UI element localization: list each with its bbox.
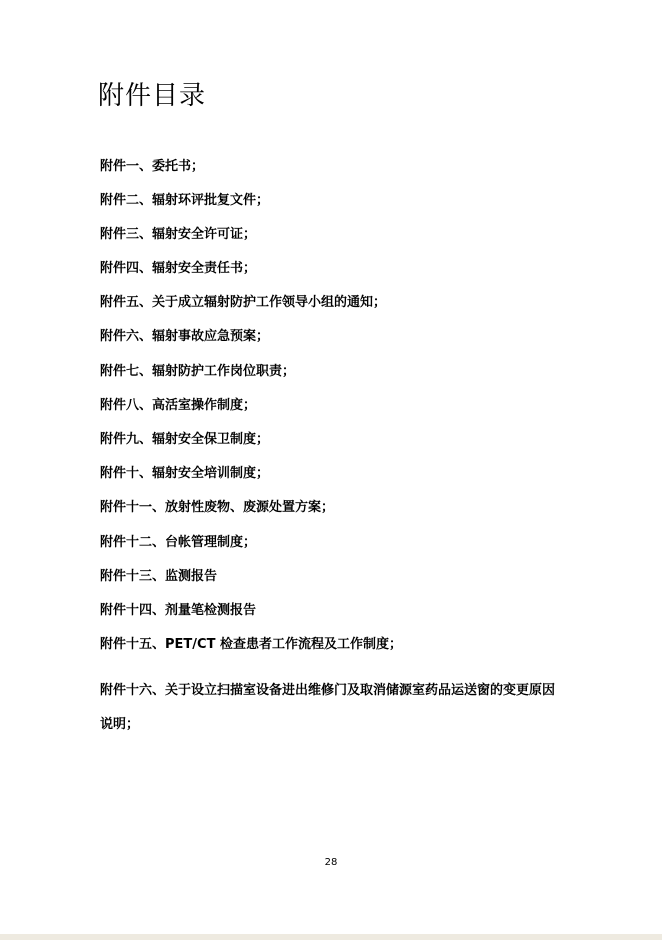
list-item: 附件十三、监测报告 — [100, 569, 218, 584]
page-number: 28 — [324, 857, 338, 868]
list-item-continuation: 说明； — [100, 717, 140, 732]
list-item: 附件七、辐射防护工作岗位职责； — [100, 364, 296, 379]
list-item: 附件九、辐射安全保卫制度； — [100, 432, 270, 447]
list-item: 附件三、辐射安全许可证； — [100, 227, 257, 242]
list-item: 附件十二、台帐管理制度； — [100, 535, 257, 550]
list-item: 附件十六、关于设立扫描室设备进出维修门及取消储源室药品运送窗的变更原因 — [100, 683, 556, 698]
list-item: 附件十、辐射安全培训制度； — [100, 466, 270, 481]
list-item: 附件十一、放射性废物、废源处置方案； — [100, 500, 335, 515]
list-item: 附件五、关于成立辐射防护工作领导小组的通知； — [100, 295, 387, 310]
list-item: 附件四、辐射安全责任书； — [100, 261, 257, 276]
list-item: 附件一、委托书； — [100, 159, 205, 174]
page-bottom-edge — [0, 934, 662, 940]
list-item: 附件十五、PET/CT 检查患者工作流程及工作制度； — [100, 637, 402, 652]
list-item: 附件十四、剂量笔检测报告 — [100, 603, 257, 618]
list-item: 附件八、高活室操作制度； — [100, 398, 257, 413]
page-title: 附件目录 — [98, 81, 207, 111]
list-item: 附件六、辐射事故应急预案； — [100, 329, 270, 344]
list-item: 附件二、辐射环评批复文件； — [100, 193, 270, 208]
